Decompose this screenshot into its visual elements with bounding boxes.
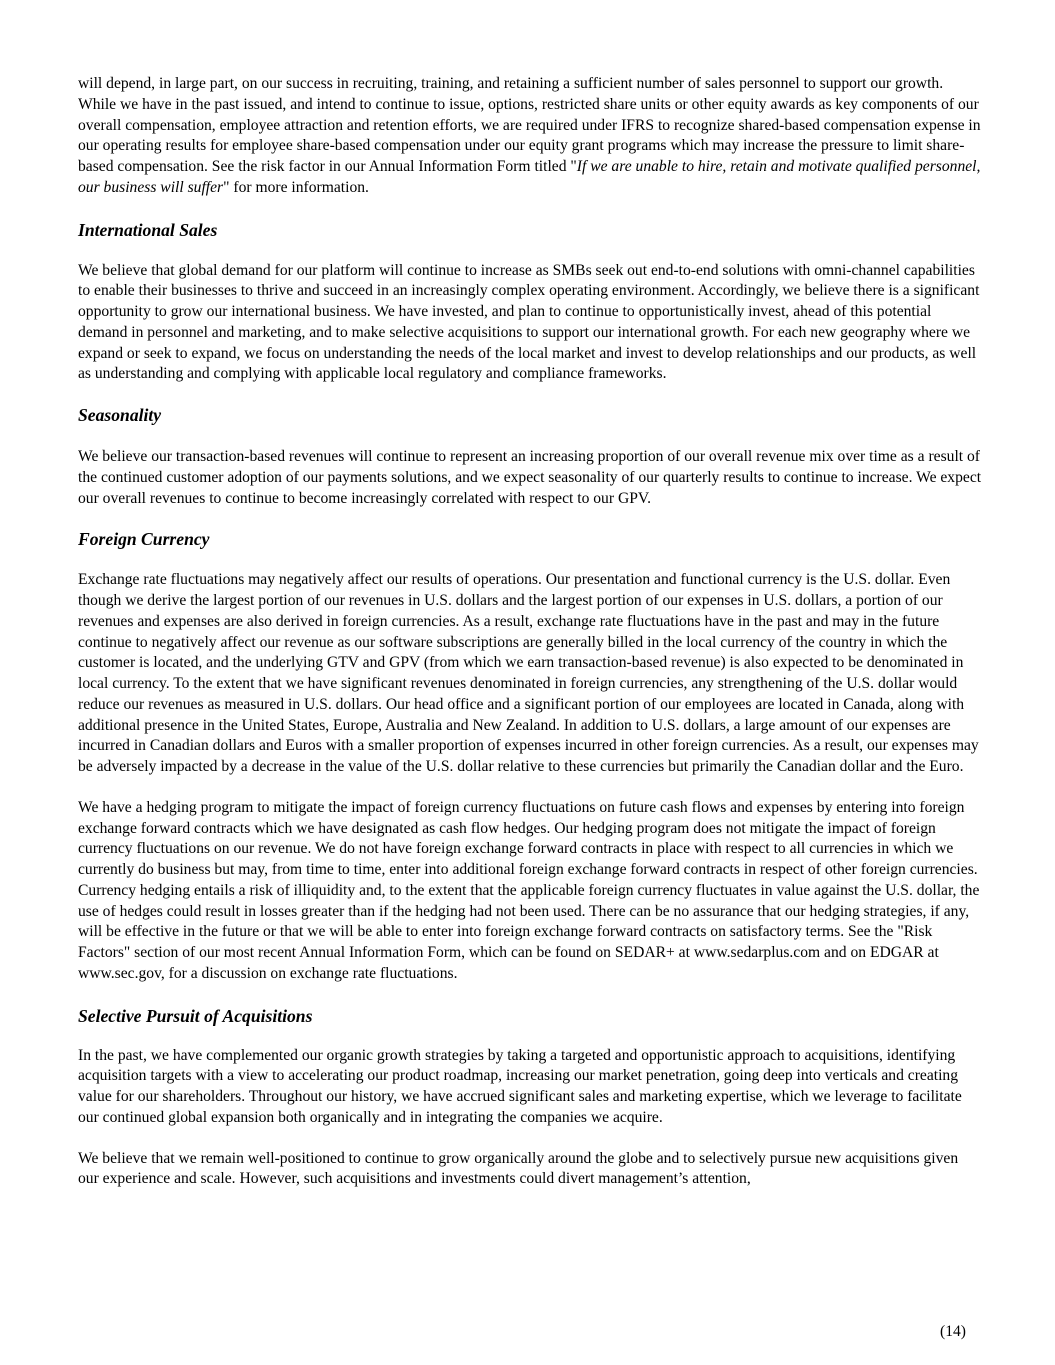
acquisitions-paragraph-2: We believe that we remain well-positioned to continue to grow organically around the globe and to selectively pursue new acquisitions given our experience and scale. However, such acquisitions and investments could divert management’s attention, bbox=[78, 1149, 959, 1188]
intro-text-before: will depend, in large part, on our success in recruiting, training, and retaining a sufficient number of sales personnel to support our growth. While we have in the past issued, and intend to continue to issue, options, restricted share units or other equity awards as key components of our overall compensation, employee attraction and retention efforts, we are required under IFRS to recognize shared-based compensation expense in our operating results for employee share-based compensation under our equity grant programs which may increase the pressure to limit share-based compensation. See the risk factor in our Annual Information Form titled " bbox=[78, 75, 981, 175]
seasonality-paragraph: We believe our transaction-based revenues will continue to represent an increasing proportion of our overall revenue mix over time as a result of the continued customer adoption of our payments solutions, and we expect seasonality of our quarterly results to continue to increase. We expect our overall revenues to continue to become increasingly correlated with respect to our GPV. bbox=[78, 448, 982, 507]
foreign-currency-paragraph-1: Exchange rate fluctuations may negatively affect our results of operations. Our presentation and functional currency is the U.S. dollar. Even though we derive the largest portion of our revenues in U.S. dollars and the largest portion of our expenses in U.S. dollars, a portion of our revenues and expenses are also derived in foreign currencies. As a result, exchange rate fluctuations have in the past and may in the future continue to negatively affect our revenue as our software subscriptions are generally billed in the local currency of the country in which the customer is located, and the underlying GTV and GPV (from which we earn transaction-based revenue) is also expected to be denominated in local currency. To the extent that we have significant revenues denominated in foreign currencies, any strengthening of the U.S. dollar would reduce our revenues as measured in U.S. dollars. Our head office and a significant portion of our employees are located in Canada, along with additional presence in the United States, Europe, Australia and New Zealand. In addition to U.S. dollars, a large amount of our expenses are incurred in Canadian dollars and Euros with a smaller proportion of expenses incurred in other foreign currencies. As a result, our expenses may be adversely impacted by a decrease in the value of the U.S. dollar relative to these currencies but primarily the Canadian dollar and the Euro. bbox=[78, 571, 979, 775]
international-sales-paragraph: We believe that global demand for our platform will continue to increase as SMBs seek out end-to-end solutions with omni-channel capabilities to enable their businesses to thrive and succeed in an increasingly complex operating environment. Accordingly, we believe there is a significant opportunity to grow our international business. We have invested, and plan to continue to opportunistically invest, ahead of this potential demand in personnel and marketing, and to make selective acquisitions to support our international growth. For each new geography where we expand or seek to expand, we focus on understanding the needs of the local market and invest to develop relationships and our products, as well as understanding and complying with applicable local regulatory and compliance frameworks. bbox=[78, 261, 980, 383]
intro-text-after: " for more information. bbox=[223, 178, 369, 196]
page-number: (14) bbox=[940, 1323, 966, 1340]
international-sales-heading: International Sales bbox=[78, 219, 218, 240]
intro-paragraph bbox=[78, 74, 982, 199]
seasonality-heading: Seasonality bbox=[78, 405, 162, 425]
foreign-currency-paragraph-2: We have a hedging program to mitigate the impact of foreign currency fluctuations on future cash flows and expenses by entering into foreign exchange forward contracts which we have designated as cash flow hedges. Our hedging program does not mitigate the impact of foreign currency fluctuations on our revenue. We do not have foreign exchange forward contracts in place with respect to all currencies in which we currently do business but may, from time to time, enter into additional foreign exchange forward contracts in respect of other foreign currencies. Currency hedging entails a risk of illiquidity and, to the extent that the applicable foreign currency fluctuates in value against the U.S. dollar, the use of hedges could result in losses greater than if the hedging had not been used. There can be no assurance that our hedging strategies, if any, will be effective in the future or that we will be able to enter into foreign exchange forward contracts on satisfactory terms. See the "Risk Factors" section of our most recent Annual Information Form, which can be found on SEDAR+ at www.sedarplus.com and on EDGAR at www.sec.gov, for a discussion on exchange rate fluctuations. bbox=[78, 798, 980, 982]
document-page bbox=[78, 74, 982, 1190]
foreign-currency-heading: Foreign Currency bbox=[78, 529, 210, 550]
intro-risk-factor-title: If we are unable to hire, retain and motivate qualified personnel, our business will suffer bbox=[78, 158, 981, 196]
acquisitions-paragraph-1: In the past, we have complemented our organic growth strategies by taking a targeted and opportunistic approach to acquisitions, identifying acquisition targets with a view to accelerating our product roadmap, increasing our market penetration, going deep into verticals and creating value for our shareholders. Throughout our history, we have accrued significant sales and marketing expertise, which we leverage to facilitate our continued global expansion both organically and in integrating the companies we acquire. bbox=[78, 1046, 962, 1126]
acquisitions-heading: Selective Pursuit of Acquisitions bbox=[78, 1005, 313, 1026]
